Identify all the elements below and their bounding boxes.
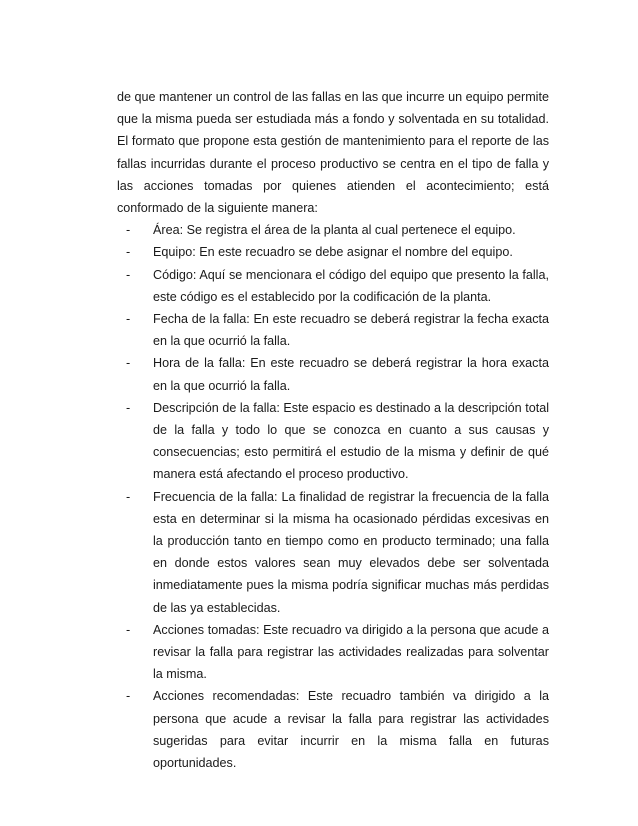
bullet-dash: -: [126, 267, 131, 282]
list-item-descripcion: [117, 397, 549, 486]
list-item-text: Hora de la falla: En este recuadro se deberá registrar la hora exacta en la que ocurrió la falla.: [153, 356, 549, 393]
list-item-codigo: [117, 264, 549, 308]
list-item-frecuencia: [117, 486, 549, 619]
list-item-hora: [117, 352, 549, 396]
list-item-text: Fecha de la falla: En este recuadro se deberá registrar la fecha exacta en la que ocurrió la falla.: [153, 312, 549, 349]
list-item-text: Descripción de la falla: Este espacio es destinado a la descripción total de la falla y todo lo que se conozca en cuanto a sus causas y consecuencias; esto permitirá el estudio de la misma y definir de qué manera está afectando el proceso productivo.: [153, 400, 549, 482]
list-item-acciones-tomadas: [117, 619, 549, 686]
document-page: [117, 86, 549, 774]
list-item-text: Acciones recomendadas: Este recuadro también va dirigido a la persona que acude a revisar la falla para registrar las actividades sugeridas para evitar incurrir en la misma falla en futuras oportunidades.: [153, 689, 549, 771]
list-item-fecha: [117, 308, 549, 352]
list-item-text: Equipo: En este recuadro se debe asignar el nombre del equipo.: [153, 245, 513, 260]
intro-paragraph: de que mantener un control de las fallas en las que incurre un equipo permite que la misma pueda ser estudiada más a fondo y solventada en su totalidad. El formato que propone esta gestión de mantenimiento para el reporte de las fallas incurridas durante el proceso productivo se centra en el tipo de falla y las acciones tomadas por quienes atienden el acontecimiento; está conformado de la siguiente manera:: [117, 90, 549, 216]
list-item-acciones-recomendadas: [117, 685, 549, 774]
list-item-text: Acciones tomadas: Este recuadro va dirigido a la persona que acude a revisar la falla para registrar las actividades realizadas para solventar la misma.: [153, 622, 549, 682]
list-item-text: Código: Aquí se mencionara el código del equipo que presento la falla, este código es el establecido por la codificación de la planta.: [153, 267, 549, 304]
bullet-dash: -: [126, 312, 131, 327]
bullet-dash: -: [126, 245, 131, 260]
field-list: [117, 219, 549, 774]
bullet-dash: -: [126, 356, 131, 371]
list-item-text: Área: Se registra el área de la planta al cual pertenece el equipo.: [153, 223, 516, 238]
bullet-dash: -: [126, 489, 131, 504]
bullet-dash: -: [126, 622, 131, 637]
list-item-area: [117, 219, 549, 241]
list-item-equipo: [117, 241, 549, 263]
bullet-dash: -: [126, 223, 131, 238]
bullet-dash: -: [126, 689, 131, 704]
bullet-dash: -: [126, 400, 131, 415]
list-item-text: Frecuencia de la falla: La finalidad de registrar la frecuencia de la falla esta en determinar si la misma ha ocasionado pérdidas excesivas en la producción tanto en tiempo como en producto terminado; una falla en donde estos valores sean muy elevados debe ser solventada inmediatamente pues la misma podría significar muchas más perdidas de las ya establecidas.: [153, 489, 549, 615]
